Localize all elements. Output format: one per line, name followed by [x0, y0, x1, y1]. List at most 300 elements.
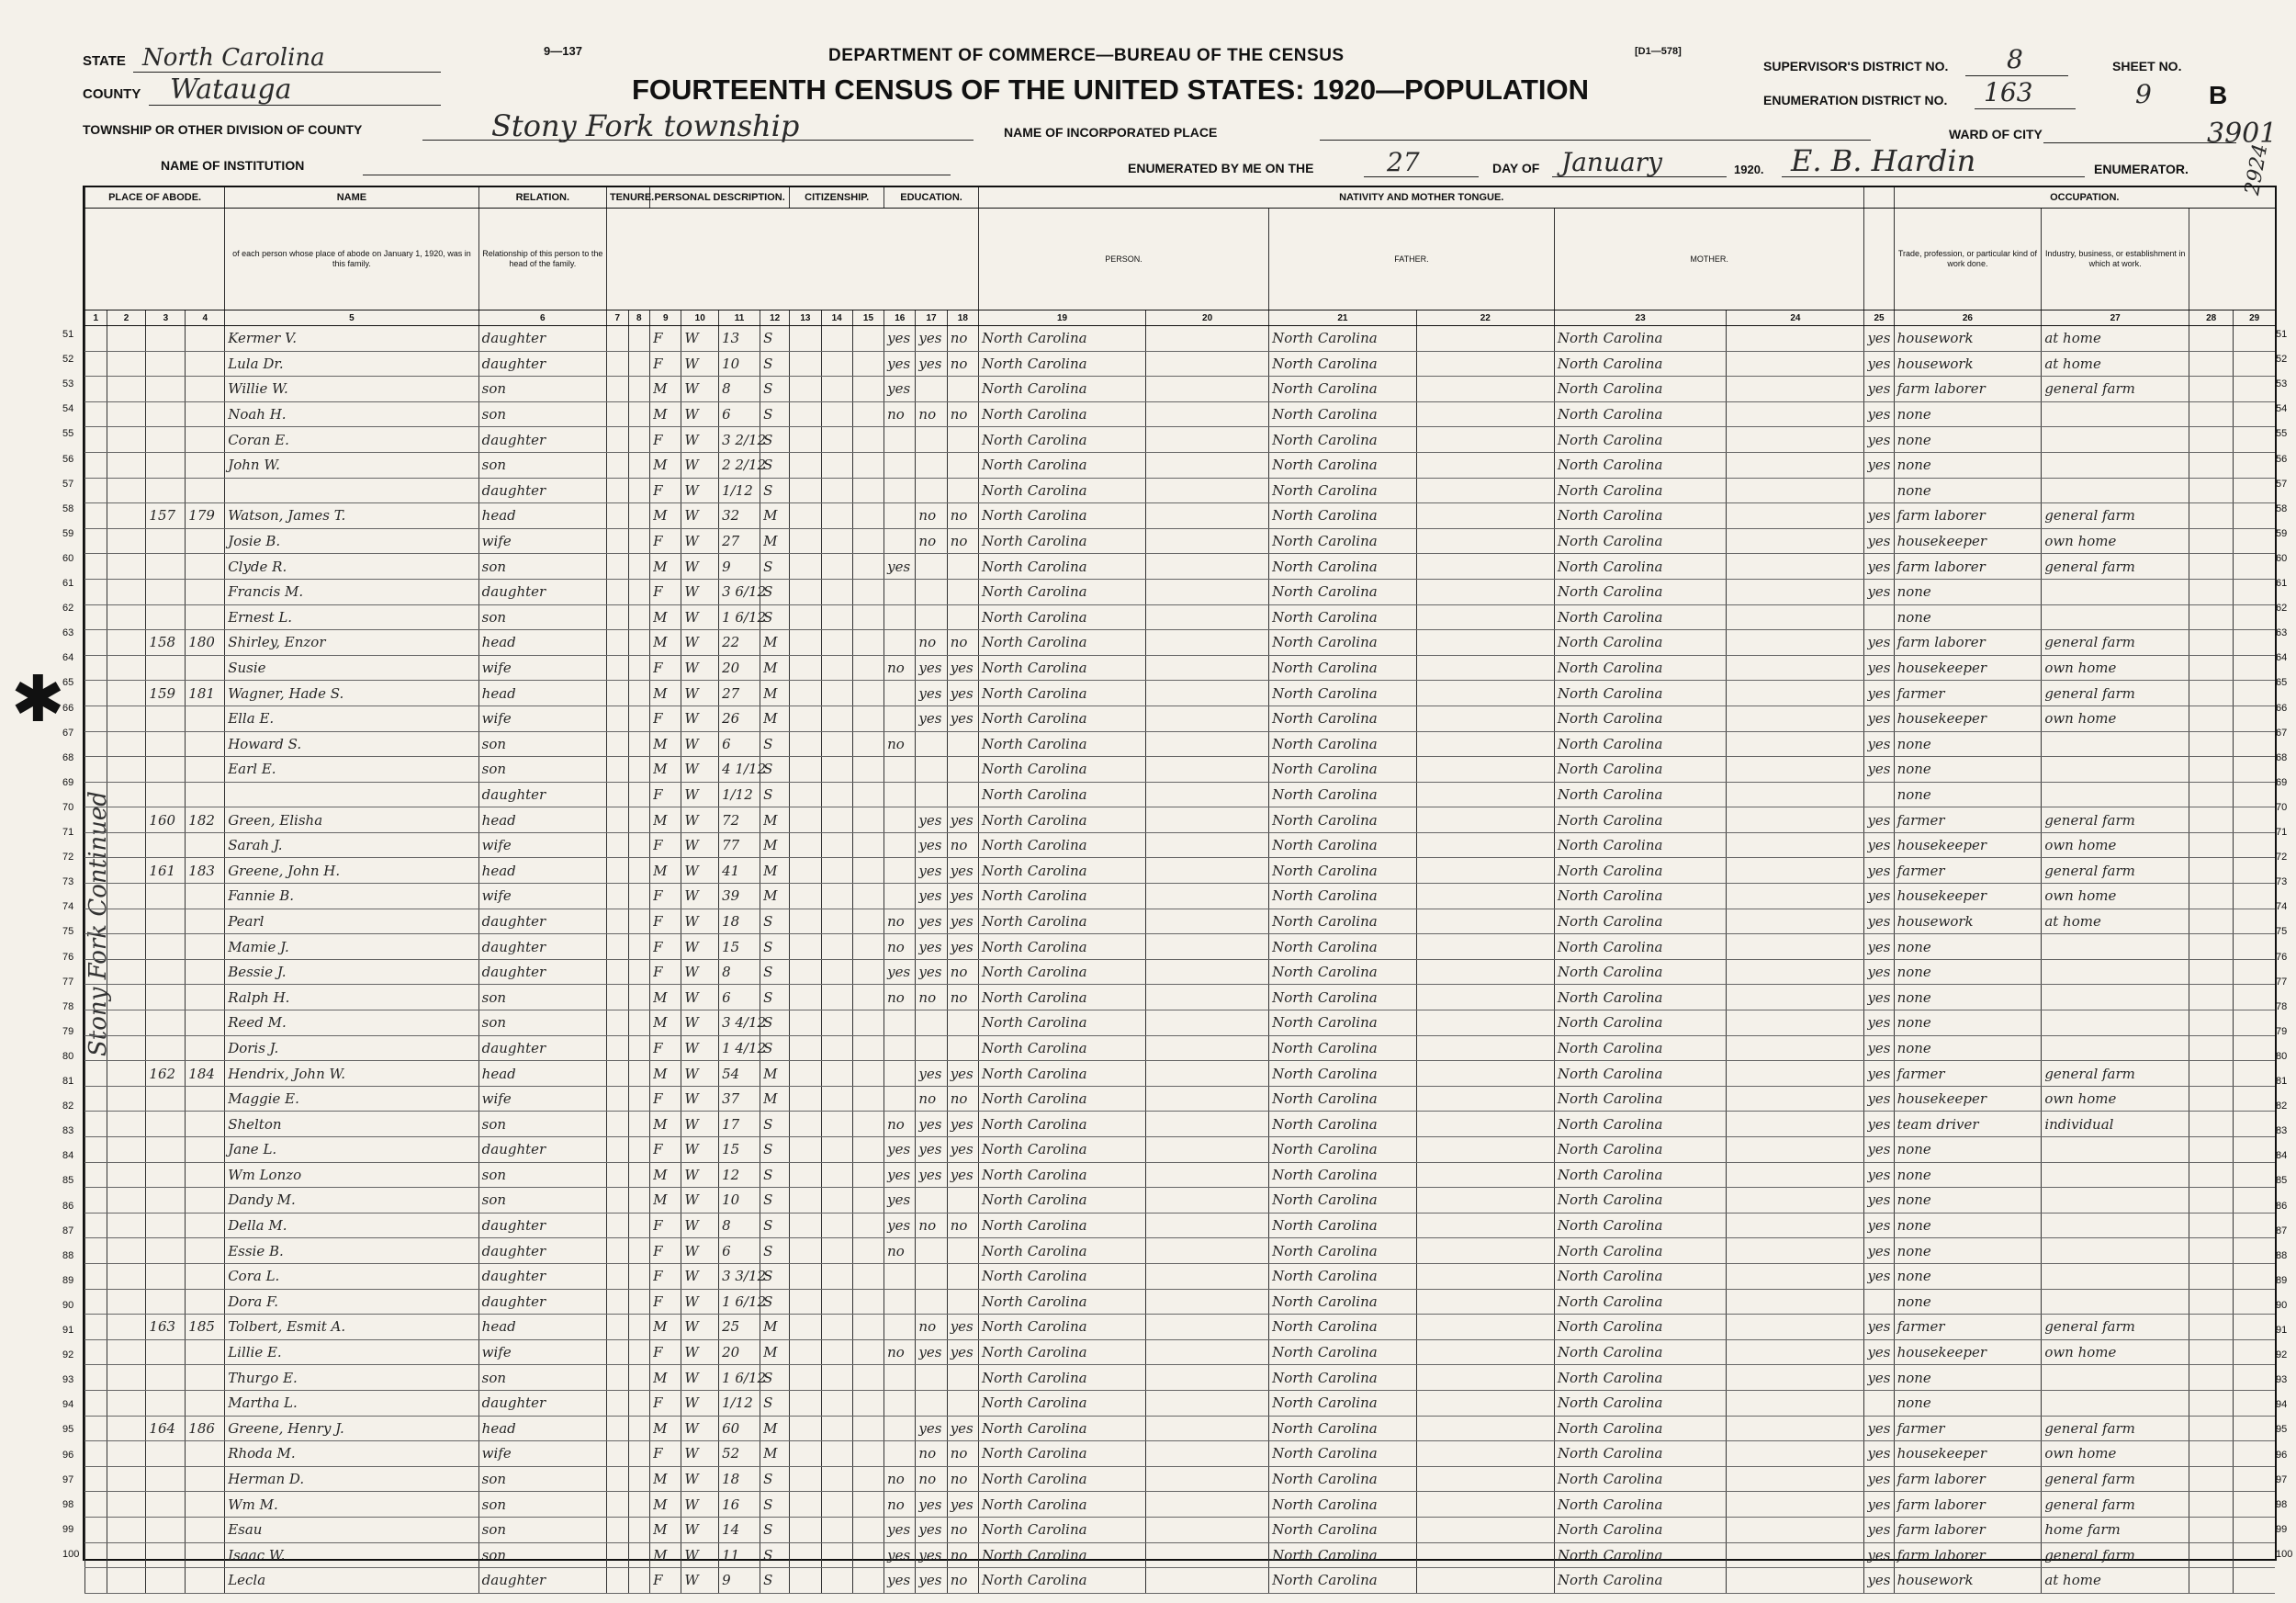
table-row: [85, 401, 2276, 427]
table-row: [85, 604, 2276, 630]
cell-empty: [852, 934, 884, 960]
line-number-left: 84: [62, 1150, 74, 1162]
cell-trade: none: [1894, 757, 2042, 783]
cell-rd: [916, 1188, 947, 1214]
cell-dw: [146, 655, 186, 681]
cell-wr: no: [947, 832, 978, 858]
cell-empty: [85, 1112, 107, 1137]
cell-fam: [186, 959, 225, 985]
state-value: North Carolina: [142, 44, 325, 72]
cell-race: W: [681, 934, 719, 960]
cell-empty: [1416, 1466, 1554, 1492]
line-number-left: 99: [62, 1523, 74, 1535]
line-number-left: 72: [62, 852, 74, 864]
cell-empty: [2234, 351, 2275, 377]
cell-empty: [2189, 1188, 2234, 1214]
cell-empty: [790, 655, 821, 681]
cell-empty: [821, 1162, 852, 1188]
cell-fam: [186, 1492, 225, 1518]
cell-fpob: North Carolina: [1269, 326, 1417, 352]
cell-rd: [916, 757, 947, 783]
cell-empty: [821, 427, 852, 453]
cell-eng: yes: [1864, 452, 1894, 478]
cell-empty: [1146, 503, 1269, 529]
cell-empty: [2234, 1416, 2275, 1441]
cell-mpob: North Carolina: [1554, 1162, 1727, 1188]
cell-pob: North Carolina: [978, 832, 1145, 858]
cell-empty: [1146, 909, 1269, 934]
cell-ind: [2042, 1365, 2189, 1391]
county-value: Watauga: [170, 73, 292, 106]
line-number-left: 73: [62, 876, 74, 888]
cell-empty: [628, 706, 650, 731]
line-number-left: 89: [62, 1274, 74, 1286]
cell-rel: head: [478, 1061, 606, 1087]
cell-empty: [2189, 1162, 2234, 1188]
cell-dw: [146, 782, 186, 807]
cell-empty: [628, 1086, 650, 1112]
cell-empty: [821, 1112, 852, 1137]
line-number-left: 55: [62, 428, 74, 440]
cell-empty: [790, 934, 821, 960]
table-row: [85, 1416, 2276, 1441]
cell-ms: M: [760, 630, 790, 656]
cell-fam: [186, 1339, 225, 1365]
cell-ms: S: [760, 1517, 790, 1542]
cell-empty: [1416, 807, 1554, 833]
line-number-left: 70: [62, 801, 74, 813]
cell-pob: North Carolina: [978, 1542, 1145, 1568]
cell-empty: [1727, 427, 1864, 453]
cell-empty: [606, 554, 628, 580]
cell-ind: general farm: [2042, 554, 2189, 580]
cell-empty: [2189, 832, 2234, 858]
line-number: 71: [2276, 827, 2288, 838]
cell-wr: [947, 478, 978, 503]
cell-sex: F: [650, 1137, 681, 1163]
cell-empty: [821, 528, 852, 554]
cell-mpob: North Carolina: [1554, 1517, 1727, 1542]
cell-fam: [186, 1365, 225, 1391]
cell-eng: [1864, 782, 1894, 807]
cell-empty: [85, 934, 107, 960]
cell-sch: [884, 807, 916, 833]
cell-pob: North Carolina: [978, 1112, 1145, 1137]
cell-trade: farm laborer: [1894, 503, 2042, 529]
line-number-left: 54: [62, 403, 74, 415]
cell-empty: [1146, 1365, 1269, 1391]
cell-empty: [2234, 1188, 2275, 1214]
cell-fam: [186, 1441, 225, 1467]
cell-dw: [146, 934, 186, 960]
cell-name: Francis M.: [225, 579, 478, 604]
cell-age: 52: [719, 1441, 760, 1467]
cell-eng: yes: [1864, 1162, 1894, 1188]
cell-empty: [790, 1390, 821, 1416]
cell-pob: North Carolina: [978, 630, 1145, 656]
cell-empty: [628, 401, 650, 427]
cell-empty: [107, 1263, 146, 1289]
cell-empty: [852, 1137, 884, 1163]
cell-pob: North Carolina: [978, 1010, 1145, 1036]
cell-empty: [1146, 1137, 1269, 1163]
cell-rel: daughter: [478, 579, 606, 604]
cell-empty: [1727, 452, 1864, 478]
cell-fam: 184: [186, 1061, 225, 1087]
cell-rel: daughter: [478, 1289, 606, 1315]
cell-empty: [2234, 959, 2275, 985]
township-label: TOWNSHIP OR OTHER DIVISION OF COUNTY: [83, 122, 363, 137]
cell-eng: yes: [1864, 1188, 1894, 1214]
cell-empty: [2189, 731, 2234, 757]
table-row: [85, 1289, 2276, 1315]
cell-fpob: North Carolina: [1269, 579, 1417, 604]
cell-empty: [85, 579, 107, 604]
cell-trade: farmer: [1894, 1416, 2042, 1441]
cell-sch: yes: [884, 326, 916, 352]
cell-empty: [606, 1289, 628, 1315]
cell-trade: none: [1894, 1213, 2042, 1238]
cell-ind: own home: [2042, 528, 2189, 554]
cell-empty: [852, 1416, 884, 1441]
cell-empty: [2234, 1466, 2275, 1492]
cell-eng: yes: [1864, 1112, 1894, 1137]
cell-age: 9: [719, 554, 760, 580]
cell-mpob: North Carolina: [1554, 681, 1727, 706]
cell-dw: [146, 1112, 186, 1137]
line-number-left: 74: [62, 901, 74, 913]
cell-sch: yes: [884, 1188, 916, 1214]
cell-pob: North Carolina: [978, 478, 1145, 503]
cell-sex: M: [650, 1416, 681, 1441]
cell-pob: North Carolina: [978, 858, 1145, 884]
cell-empty: [2234, 630, 2275, 656]
cell-eng: yes: [1864, 503, 1894, 529]
cell-wr: [947, 377, 978, 402]
cell-ind: at home: [2042, 1568, 2189, 1594]
cell-empty: [2234, 858, 2275, 884]
line-number-left: 58: [62, 502, 74, 514]
cell-mpob: North Carolina: [1554, 1365, 1727, 1391]
cell-age: 17: [719, 1112, 760, 1137]
cell-empty: [107, 1188, 146, 1214]
cell-empty: [85, 1390, 107, 1416]
line-number: 68: [2276, 751, 2288, 763]
cell-empty: [852, 832, 884, 858]
line-number-left: 64: [62, 652, 74, 664]
cell-empty: [1416, 1289, 1554, 1315]
cell-rd: [916, 478, 947, 503]
table-row: [85, 1315, 2276, 1340]
cell-empty: [790, 1112, 821, 1137]
cell-eng: yes: [1864, 1365, 1894, 1391]
cell-empty: [790, 1137, 821, 1163]
line-number-left: 92: [62, 1349, 74, 1361]
cell-empty: [1727, 1517, 1864, 1542]
cell-rel: daughter: [478, 1035, 606, 1061]
cell-eng: yes: [1864, 909, 1894, 934]
cell-rd: yes: [916, 884, 947, 909]
cell-wr: [947, 1010, 978, 1036]
cell-fpob: North Carolina: [1269, 528, 1417, 554]
cell-race: W: [681, 1390, 719, 1416]
cell-empty: [628, 1010, 650, 1036]
cell-mpob: North Carolina: [1554, 1390, 1727, 1416]
cell-age: 3 6/12: [719, 579, 760, 604]
sheet-value: 9: [2135, 79, 2152, 109]
cell-fpob: North Carolina: [1269, 1263, 1417, 1289]
cell-empty: [85, 604, 107, 630]
cell-eng: yes: [1864, 351, 1894, 377]
cell-empty: [1416, 1568, 1554, 1594]
cell-empty: [107, 884, 146, 909]
cell-sex: F: [650, 959, 681, 985]
trade-subhead: Trade, profession, or particular kind of work done.: [1894, 209, 2042, 310]
cell-empty: [606, 1339, 628, 1365]
cell-empty: [606, 1390, 628, 1416]
cell-rel: son: [478, 452, 606, 478]
cell-empty: [628, 1112, 650, 1137]
cell-empty: [606, 1238, 628, 1264]
cell-pob: North Carolina: [978, 351, 1145, 377]
cell-empty: [821, 681, 852, 706]
cell-trade: housekeeper: [1894, 1441, 2042, 1467]
cell-empty: [107, 554, 146, 580]
cell-rel: wife: [478, 1339, 606, 1365]
line-number-left: 91: [62, 1325, 74, 1336]
cell-empty: [628, 1035, 650, 1061]
relation-description: Relationship of this person to the head of the family.: [478, 209, 606, 310]
cell-empty: [2234, 478, 2275, 503]
cell-fpob: North Carolina: [1269, 959, 1417, 985]
cell-empty: [852, 579, 884, 604]
cell-rd: yes: [916, 807, 947, 833]
cell-empty: [852, 1238, 884, 1264]
cell-empty: [2189, 1441, 2234, 1467]
cell-empty: [107, 681, 146, 706]
cell-empty: [628, 528, 650, 554]
cell-empty: [1416, 731, 1554, 757]
cell-empty: [1416, 554, 1554, 580]
line-number: 62: [2276, 603, 2288, 615]
cell-age: 1/12: [719, 1390, 760, 1416]
cell-ms: S: [760, 326, 790, 352]
cell-fpob: North Carolina: [1269, 655, 1417, 681]
cell-sex: M: [650, 1162, 681, 1188]
cell-empty: [2189, 1035, 2234, 1061]
cell-empty: [821, 1416, 852, 1441]
cell-empty: [2189, 401, 2234, 427]
cell-fpob: North Carolina: [1269, 1137, 1417, 1163]
cell-empty: [606, 1568, 628, 1594]
cell-age: 41: [719, 858, 760, 884]
cell-empty: [2189, 782, 2234, 807]
cell-dw: [146, 1162, 186, 1188]
cell-empty: [821, 326, 852, 352]
cell-empty: [852, 1517, 884, 1542]
cell-empty: [2189, 554, 2234, 580]
cell-empty: [628, 1492, 650, 1518]
cell-sch: [884, 1365, 916, 1391]
cell-ind: general farm: [2042, 1416, 2189, 1441]
cell-age: 10: [719, 1188, 760, 1214]
cell-age: 8: [719, 959, 760, 985]
cell-empty: [628, 1365, 650, 1391]
cell-name: Wagner, Hade S.: [225, 681, 478, 706]
cell-age: 18: [719, 909, 760, 934]
cell-rel: head: [478, 630, 606, 656]
cell-empty: [107, 427, 146, 453]
cell-empty: [2234, 1492, 2275, 1518]
line-number: 94: [2276, 1399, 2288, 1411]
cell-empty: [628, 503, 650, 529]
cell-empty: [107, 655, 146, 681]
cell-sex: M: [650, 377, 681, 402]
cell-empty: [107, 579, 146, 604]
cell-sch: no: [884, 1238, 916, 1264]
cell-empty: [2189, 1086, 2234, 1112]
cell-sch: yes: [884, 1213, 916, 1238]
cell-eng: yes: [1864, 1441, 1894, 1467]
cell-empty: [790, 706, 821, 731]
cell-sex: M: [650, 1466, 681, 1492]
cell-eng: yes: [1864, 377, 1894, 402]
cell-ind: [2042, 1162, 2189, 1188]
cell-name: Wm Lonzo: [225, 1162, 478, 1188]
cell-trade: none: [1894, 579, 2042, 604]
line-number: 69: [2276, 776, 2288, 788]
incorporated-label: NAME OF INCORPORATED PLACE: [1004, 125, 1218, 140]
line-number-left: 94: [62, 1399, 74, 1411]
cell-empty: [1416, 1086, 1554, 1112]
cell-eng: yes: [1864, 731, 1894, 757]
cell-empty: [2234, 1162, 2275, 1188]
cell-sch: [884, 1010, 916, 1036]
cell-rd: [916, 782, 947, 807]
cell-rd: yes: [916, 706, 947, 731]
cell-ms: M: [760, 807, 790, 833]
cell-age: 6: [719, 985, 760, 1010]
line-number-left: 69: [62, 776, 74, 788]
cell-sex: M: [650, 1492, 681, 1518]
cell-empty: [1727, 1263, 1864, 1289]
cell-empty: [628, 909, 650, 934]
cell-empty: [606, 655, 628, 681]
cell-empty: [790, 757, 821, 783]
cell-sch: no: [884, 655, 916, 681]
line-number: 85: [2276, 1175, 2288, 1187]
cell-dw: [146, 1365, 186, 1391]
cell-pob: North Carolina: [978, 1289, 1145, 1315]
cell-empty: [790, 1568, 821, 1594]
cell-empty: [1727, 1568, 1864, 1594]
cell-empty: [2189, 934, 2234, 960]
cell-empty: [1416, 579, 1554, 604]
cell-fpob: North Carolina: [1269, 706, 1417, 731]
cell-age: 10: [719, 351, 760, 377]
cell-race: W: [681, 858, 719, 884]
cell-empty: [790, 1238, 821, 1264]
cell-empty: [790, 1416, 821, 1441]
cell-empty: [2189, 427, 2234, 453]
cell-empty: [107, 351, 146, 377]
cell-rel: son: [478, 377, 606, 402]
cell-empty: [628, 1263, 650, 1289]
cell-sex: F: [650, 579, 681, 604]
cell-empty: [107, 326, 146, 352]
cell-empty: [85, 503, 107, 529]
cell-empty: [85, 782, 107, 807]
cell-rel: son: [478, 1112, 606, 1137]
cell-empty: [852, 681, 884, 706]
cell-empty: [1727, 1238, 1864, 1264]
cell-empty: [1146, 1238, 1269, 1264]
cell-fam: [186, 1010, 225, 1036]
cell-sex: M: [650, 681, 681, 706]
line-number-left: 63: [62, 627, 74, 639]
cell-race: W: [681, 604, 719, 630]
cell-fpob: North Carolina: [1269, 452, 1417, 478]
cell-empty: [1146, 1390, 1269, 1416]
cell-wr: yes: [947, 706, 978, 731]
cell-empty: [1727, 757, 1864, 783]
cell-empty: [821, 909, 852, 934]
cell-eng: yes: [1864, 1416, 1894, 1441]
cell-wr: [947, 1365, 978, 1391]
line-number: 63: [2276, 627, 2288, 639]
cell-sex: F: [650, 1238, 681, 1264]
cell-empty: [821, 1010, 852, 1036]
cell-pob: North Carolina: [978, 1263, 1145, 1289]
cell-pob: North Carolina: [978, 503, 1145, 529]
cell-pob: North Carolina: [978, 706, 1145, 731]
cell-sex: F: [650, 909, 681, 934]
cell-empty: [1727, 1061, 1864, 1087]
cell-empty: [2189, 884, 2234, 909]
cell-empty: [2234, 604, 2275, 630]
line-number-left: 68: [62, 751, 74, 763]
cell-rel: son: [478, 401, 606, 427]
cell-age: 18: [719, 1466, 760, 1492]
line-number-left: 80: [62, 1050, 74, 1062]
cell-empty: [107, 1213, 146, 1238]
cell-empty: [1727, 351, 1864, 377]
cell-empty: [821, 1035, 852, 1061]
cell-pob: North Carolina: [978, 782, 1145, 807]
cell-sch: [884, 858, 916, 884]
cell-fpob: North Carolina: [1269, 1188, 1417, 1214]
line-number-left: 71: [62, 827, 74, 838]
cell-pob: North Carolina: [978, 1213, 1145, 1238]
cell-rel: head: [478, 1315, 606, 1340]
cell-empty: [107, 1289, 146, 1315]
table-row: [85, 554, 2276, 580]
cell-empty: [1416, 934, 1554, 960]
cell-pob: North Carolina: [978, 326, 1145, 352]
cell-ind: [2042, 604, 2189, 630]
cell-race: W: [681, 1263, 719, 1289]
cell-dw: [146, 1441, 186, 1467]
cell-ms: M: [760, 1441, 790, 1467]
cell-name: Greene, John H.: [225, 858, 478, 884]
cell-mpob: North Carolina: [1554, 1289, 1727, 1315]
cell-empty: [1727, 884, 1864, 909]
table-row: [85, 934, 2276, 960]
line-number: 96: [2276, 1449, 2288, 1461]
cell-empty: [606, 1010, 628, 1036]
cell-empty: [821, 1086, 852, 1112]
cell-dw: [146, 579, 186, 604]
